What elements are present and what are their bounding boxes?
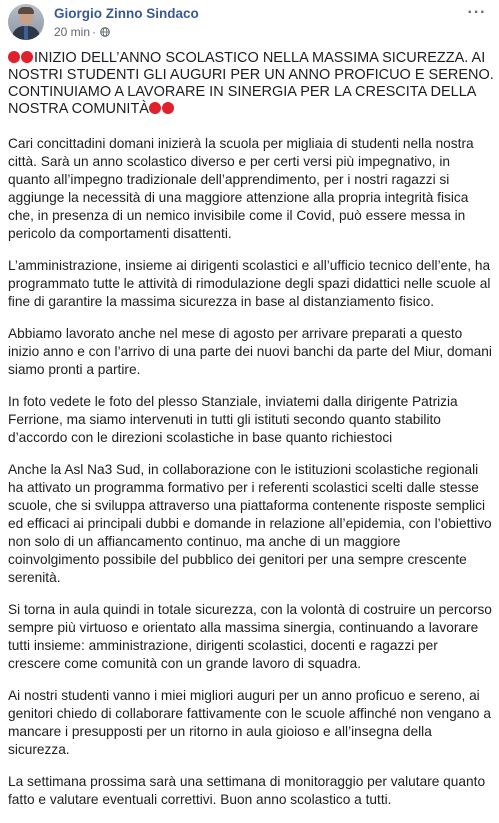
post-headline	[8, 50, 494, 118]
post-header	[0, 0, 499, 44]
post-paragraph: In foto vedete le foto del plesso Stanziale, inviatemi dalla dirigente Patrizia Ferrione, ma siamo intervenuti in tutti gli istituti secondo quanto stabilito d’accordo con le direzioni scolastiche in base quanto richiestoci	[8, 394, 458, 445]
red-circle-emoji	[21, 51, 33, 63]
meta-separator: ·	[92, 25, 97, 39]
post-timestamp[interactable]: 20 min	[54, 25, 91, 39]
globe-icon[interactable]	[100, 27, 110, 37]
avatar-hair	[18, 7, 34, 14]
post-paragraph: Abbiamo lavorato anche nel mese di agosto per arrivare preparati a questo inizio anno e con l’arrivo di una parte dei nuovi banchi da parte del Miur, domani siamo pronti a partire.	[8, 326, 492, 377]
post-paragraph: L’amministrazione, insieme ai dirigenti scolastici e all’ufficio tecnico dell’ente, ha programmato tutte le attività di rimodulazione degli spazi didattici nelle scuole al fine di garantire la massima sicurezza in base al distanziamento fisico.	[8, 258, 491, 309]
post-body	[8, 135, 494, 823]
post-paragraph: Cari concittadini domani inizierà la scuola per migliaia di studenti nella nostra città. Sarà un anno scolastico diverso e per certi versi più impegnativo, in quanto all’impegno tradizionale dell’apprendimento, per i nostri ragazzi si aggiunge la necessità di una maggiore attenzione alla propria integrità fisica che, in presenza di un nemico invisibile come il Covid, può essere messa in pericolo da comportamenti disattenti.	[8, 136, 474, 241]
red-circle-emoji	[149, 102, 161, 114]
avatar-tie	[24, 26, 28, 40]
post-paragraph: Ai nostri studenti vanno i miei migliori auguri per un anno proficuo e sereno, ai genitori chiedo di collaborare fattivamente con le scuole affinché non vengano a mancare i presupposti per un ritorno in aula gioioso e all’insegna della sicurezza.	[8, 688, 491, 757]
more-options-icon[interactable]: ···	[467, 4, 487, 21]
post-paragraph: Anche la Asl Na3 Sud, in collaborazione con le istituzioni scolastiche regionali ha attivato un programma formativo per i referenti scolastici scelti dalle stesse scuole, che si sviluppa attraverso una piattaforma contenente risposte semplici ed efficaci ai principali dubbi e domande in relazione all’epidemia, con l’obiettivo non solo di un affiancamento continuo, ma anche di un maggiore coinvolgimento possibile del pubblico dei genitori per una sempre crescente serenità.	[8, 462, 492, 585]
author-name[interactable]: Giorgio Zinno Sindaco	[54, 6, 199, 21]
red-circle-emoji	[162, 102, 174, 114]
post-meta	[54, 25, 110, 39]
post-paragraph: La settimana prossima sarà una settimana di monitoraggio per valutare quanto fatto e valutare eventuali correttivi. Buon anno scolastico a tutti.	[8, 774, 486, 807]
red-circle-emoji	[8, 51, 20, 63]
post-paragraph: Si torna in aula quindi in totale sicurezza, con la volontà di costruire un percorso sempre più virtuoso e orientato alla massima sinergia, continuando a lavorare tutti insieme: amministrazione, dirigenti scolastici, docenti e ragazzi per crescere come comunità con un grande lavoro di squadra.	[8, 602, 492, 671]
profile-avatar[interactable]	[8, 4, 44, 40]
headline-text: INIZIO DELL’ANNO SCOLASTICO NELLA MASSIMA SICUREZZA. AI NOSTRI STUDENTI GLI AUGURI PER UN ANNO PROFICUO E SERENO. CONTINUIAMO A LAVORARE IN SINERGIA PER LA CRESCITA DELLA NOSTRA COMUNITÀ	[8, 50, 494, 117]
